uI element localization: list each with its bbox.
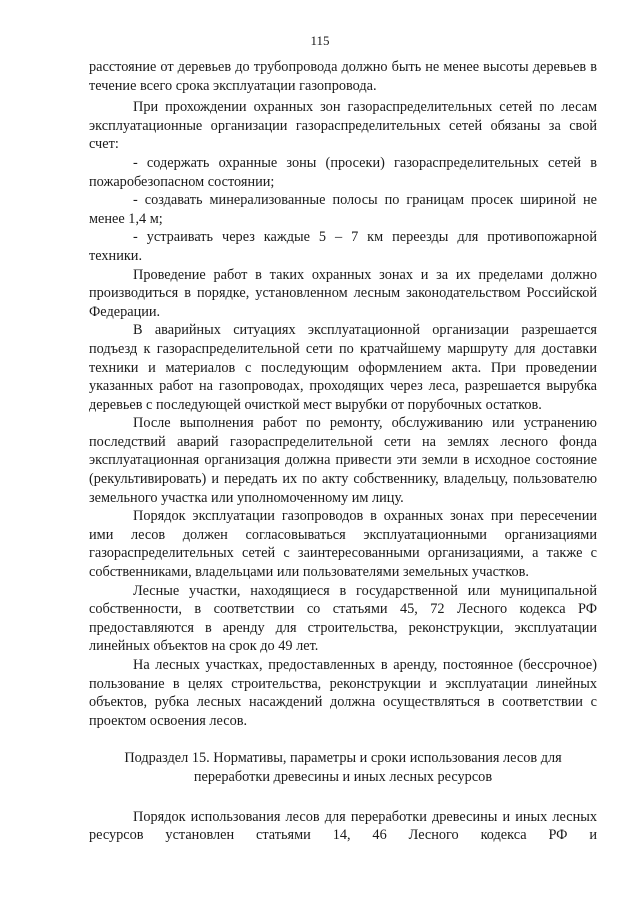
list-item-fire-crossings: - устраивать через каждые 5 – 7 км переезды для противопожарной техники. bbox=[89, 229, 597, 264]
paragraph-emergency-access: В аварийных ситуациях эксплуатационной организации разрешается подъезд к газораспределительной сети по кратчайшему маршруту для доставки техники и материалов с последующим оформлением акта. При проведении указанных работ на газопроводах, проходящих через леса, разрешается вырубка деревьев с последующей очисткой мест вырубки от порубочных остатков. bbox=[89, 322, 597, 413]
paragraph-processing-usage: Порядок использования лесов для переработки древесины и иных лесных ресурсов установлен статьями 14, 46 Лесного кодекса РФ и bbox=[89, 808, 597, 844]
paragraph-work-procedure: Проведение работ в таких охранных зонах и за их пределами должно производиться в порядке, установленном лесным законодательством Российской Федерации. bbox=[89, 266, 597, 320]
paragraph-operation-coordination: Порядок эксплуатации газопроводов в охранных зонах при пересечении ими лесов должен согласовываться эксплуатационными организациями газораспределительных сетей с заинтересованными организациями, а также с собственниками, владельцами или пользователями земельных участков. bbox=[89, 508, 597, 581]
paragraph-land-lease: Лесные участки, находящиеся в государственной или муниципальной собственности, в соответствии со статьями 45, 72 Лесного кодекса РФ предоставляются в аренду для строительства, реконструкции, эксплуатации линейных объектов на срок до 49 лет. bbox=[89, 582, 597, 655]
page-number: 115 bbox=[310, 33, 330, 48]
body-text bbox=[89, 58, 597, 845]
paragraph-operator-duties: При прохождении охранных зон газораспределительных сетей по лесам эксплуатационные организации газораспределительных сетей обязаны за свой счет: bbox=[89, 99, 597, 153]
paragraph-land-restoration: После выполнения работ по ремонту, обслуживанию или устранению последствий аварий газораспределительной сети на землях лесного фонда эксплуатационная организация должна привести эти земли в исходное состояние (рекультивировать) и передать их по акту собственнику, владельцу, пользователю земельного участка или уполномоченному им лицу. bbox=[89, 415, 597, 506]
list-item-mineral-strips: - создавать минерализованные полосы по границам просек шириной не менее 1,4 м; bbox=[89, 192, 597, 227]
paragraph-tree-distance: расстояние от деревьев до трубопровода должно быть не менее высоты деревьев в течение всего срока эксплуатации газопровода. bbox=[89, 59, 597, 94]
subsection-heading: Подраздел 15. Нормативы, параметры и сроки использования лесов для переработки древесины и иных лесных ресурсов bbox=[124, 750, 562, 785]
list-item-maintain-zones: - содержать охранные зоны (просеки) газораспределительных сетей в пожаробезопасном состоянии; bbox=[89, 154, 597, 190]
paragraph-logging-rules: На лесных участках, предоставленных в аренду, постоянное (бессрочное) пользование в целях строительства, реконструкции и эксплуатации линейных объектов, рубка лесных насаждений должна осуществляться в соответствии с проектом освоения лесов. bbox=[89, 657, 597, 729]
